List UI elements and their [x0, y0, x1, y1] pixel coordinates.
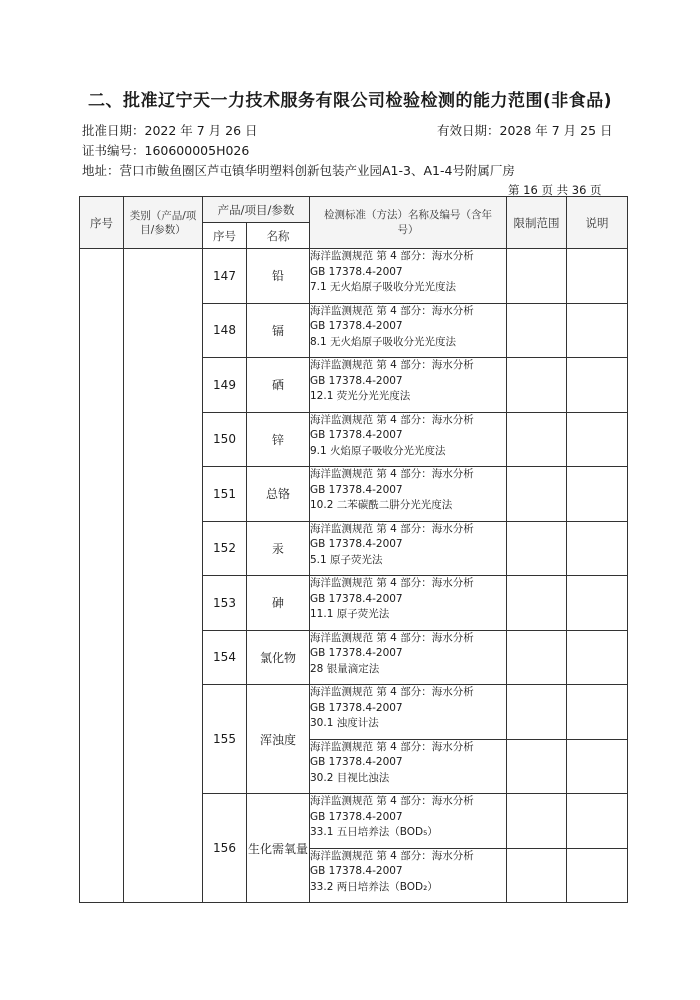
header-category: 类别（产品/项目/参数） — [124, 197, 203, 249]
seq-cell — [80, 249, 124, 903]
method-standard — [310, 467, 507, 522]
certificate-number: 证书编号：160600005H026 — [82, 143, 250, 158]
item-number: 148 — [203, 303, 247, 358]
note-cell — [567, 739, 628, 794]
item-number: 149 — [203, 358, 247, 413]
limit-cell — [507, 794, 567, 849]
header-standard: 检测标准（方法）名称及编号（含年号） — [310, 197, 507, 249]
approval-date: 批准日期：2022 年 7 月 26 日 — [82, 123, 258, 138]
standard-code: GB 17378.4-2007 — [310, 265, 403, 278]
limit-cell — [507, 412, 567, 467]
limit-cell — [507, 521, 567, 576]
scope-table — [79, 196, 628, 903]
note-cell — [567, 412, 628, 467]
method-standard — [310, 685, 507, 740]
standard-name: 海洋监测规范 第 4 部分：海水分析 — [310, 631, 474, 644]
note-cell — [567, 685, 628, 740]
method-clause: 11.1 原子荧光法 — [310, 608, 390, 620]
item-name: 铅 — [247, 249, 310, 304]
method-clause: 9.1 火焰原子吸收分光光度法 — [310, 444, 446, 457]
header-note: 说明 — [567, 197, 628, 249]
standard-name: 海洋监测规范 第 4 部分：海水分析 — [310, 522, 474, 535]
item-name: 锌 — [247, 412, 310, 467]
address: 地址：营口市鲅鱼圈区芦屯镇华明塑料创新包装产业园A1-3、A1-4号附属厂房 — [82, 163, 515, 178]
limit-cell — [507, 685, 567, 740]
header-product-group: 产品/项目/参数 — [203, 197, 310, 223]
method-clause: 5.1 原子荧光法 — [310, 553, 383, 566]
standard-code: GB 17378.4-2007 — [310, 320, 403, 332]
item-number: 151 — [203, 467, 247, 522]
method-standard — [310, 576, 507, 631]
note-cell — [567, 576, 628, 631]
note-cell — [567, 467, 628, 522]
standard-name: 海洋监测规范 第 4 部分：海水分析 — [310, 740, 474, 753]
item-number: 154 — [203, 630, 247, 685]
method-clause: 30.1 浊度计法 — [310, 717, 379, 729]
standard-name: 海洋监测规范 第 4 部分：海水分析 — [310, 250, 474, 262]
method-clause: 28 银量滴定法 — [310, 662, 380, 675]
note-cell — [567, 630, 628, 685]
valid-date: 有效日期：2028 年 7 月 25 日 — [437, 123, 613, 138]
method-clause: 7.1 无火焰原子吸收分光光度法 — [310, 281, 457, 293]
method-clause: 33.2 两日培养法（BOD₂） — [310, 880, 438, 893]
standard-name: 海洋监测规范 第 4 部分：海水分析 — [310, 468, 474, 480]
method-standard — [310, 794, 507, 849]
limit-cell — [507, 739, 567, 794]
item-number: 150 — [203, 412, 247, 467]
method-clause: 30.2 目视比浊法 — [310, 771, 390, 784]
standard-name: 海洋监测规范 第 4 部分：海水分析 — [310, 359, 474, 371]
method-standard — [310, 521, 507, 576]
standard-name: 海洋监测规范 第 4 部分：海水分析 — [310, 849, 474, 862]
method-standard — [310, 630, 507, 685]
category-cell — [124, 249, 203, 903]
standard-code: GB 17378.4-2007 — [310, 483, 403, 496]
standard-code: GB 17378.4-2007 — [310, 647, 403, 659]
method-standard — [310, 358, 507, 413]
standard-code: GB 17378.4-2007 — [310, 865, 403, 877]
item-name: 汞 — [247, 521, 310, 576]
standard-name: 海洋监测规范 第 4 部分：海水分析 — [310, 795, 474, 807]
standard-name: 海洋监测规范 第 4 部分：海水分析 — [310, 577, 474, 589]
method-clause: 12.1 荧光分光光度法 — [310, 390, 411, 402]
method-clause: 33.1 五日培养法（BOD₅） — [310, 826, 438, 838]
limit-cell — [507, 576, 567, 631]
standard-code: GB 17378.4-2007 — [310, 701, 403, 714]
table-row — [80, 249, 628, 304]
item-name: 砷 — [247, 576, 310, 631]
note-cell — [567, 358, 628, 413]
method-clause: 8.1 无火焰原子吸收分光光度法 — [310, 335, 457, 348]
item-number: 156 — [203, 794, 247, 903]
item-name: 总铬 — [247, 467, 310, 522]
limit-cell — [507, 249, 567, 304]
header-item-no: 序号 — [203, 223, 247, 249]
limit-cell — [507, 467, 567, 522]
method-standard — [310, 412, 507, 467]
standard-code: GB 17378.4-2007 — [310, 756, 403, 768]
standard-code: GB 17378.4-2007 — [310, 538, 403, 550]
method-standard — [310, 249, 507, 304]
limit-cell — [507, 358, 567, 413]
header-item-name: 名称 — [247, 223, 310, 249]
header-limit: 限制范围 — [507, 197, 567, 249]
method-standard — [310, 739, 507, 794]
item-name: 氯化物 — [247, 630, 310, 685]
note-cell — [567, 303, 628, 358]
standard-name: 海洋监测规范 第 4 部分：海水分析 — [310, 413, 474, 426]
note-cell — [567, 249, 628, 304]
page-number: 第 16 页 共 36 页 — [508, 183, 602, 197]
item-name: 镉 — [247, 303, 310, 358]
method-standard — [310, 303, 507, 358]
standard-name: 海洋监测规范 第 4 部分：海水分析 — [310, 304, 474, 317]
limit-cell — [507, 848, 567, 903]
limit-cell — [507, 303, 567, 358]
note-cell — [567, 848, 628, 903]
standard-code: GB 17378.4-2007 — [310, 374, 403, 387]
limit-cell — [507, 630, 567, 685]
item-name: 生化需氧量 — [247, 794, 310, 903]
standard-code: GB 17378.4-2007 — [310, 592, 403, 605]
note-cell — [567, 794, 628, 849]
standard-code: GB 17378.4-2007 — [310, 429, 403, 441]
item-number: 152 — [203, 521, 247, 576]
document-title: 二、批准辽宁天一力技术服务有限公司检验检测的能力范围(非食品) — [87, 91, 613, 111]
standard-code: GB 17378.4-2007 — [310, 810, 403, 823]
header-seq: 序号 — [80, 197, 124, 249]
method-standard — [310, 848, 507, 903]
method-clause: 10.2 二苯碳酰二肼分光光度法 — [310, 499, 453, 511]
item-number: 153 — [203, 576, 247, 631]
item-number: 147 — [203, 249, 247, 304]
standard-name: 海洋监测规范 第 4 部分：海水分析 — [310, 686, 474, 698]
item-number: 155 — [203, 685, 247, 794]
item-name: 硒 — [247, 358, 310, 413]
item-name: 浑浊度 — [247, 685, 310, 794]
note-cell — [567, 521, 628, 576]
